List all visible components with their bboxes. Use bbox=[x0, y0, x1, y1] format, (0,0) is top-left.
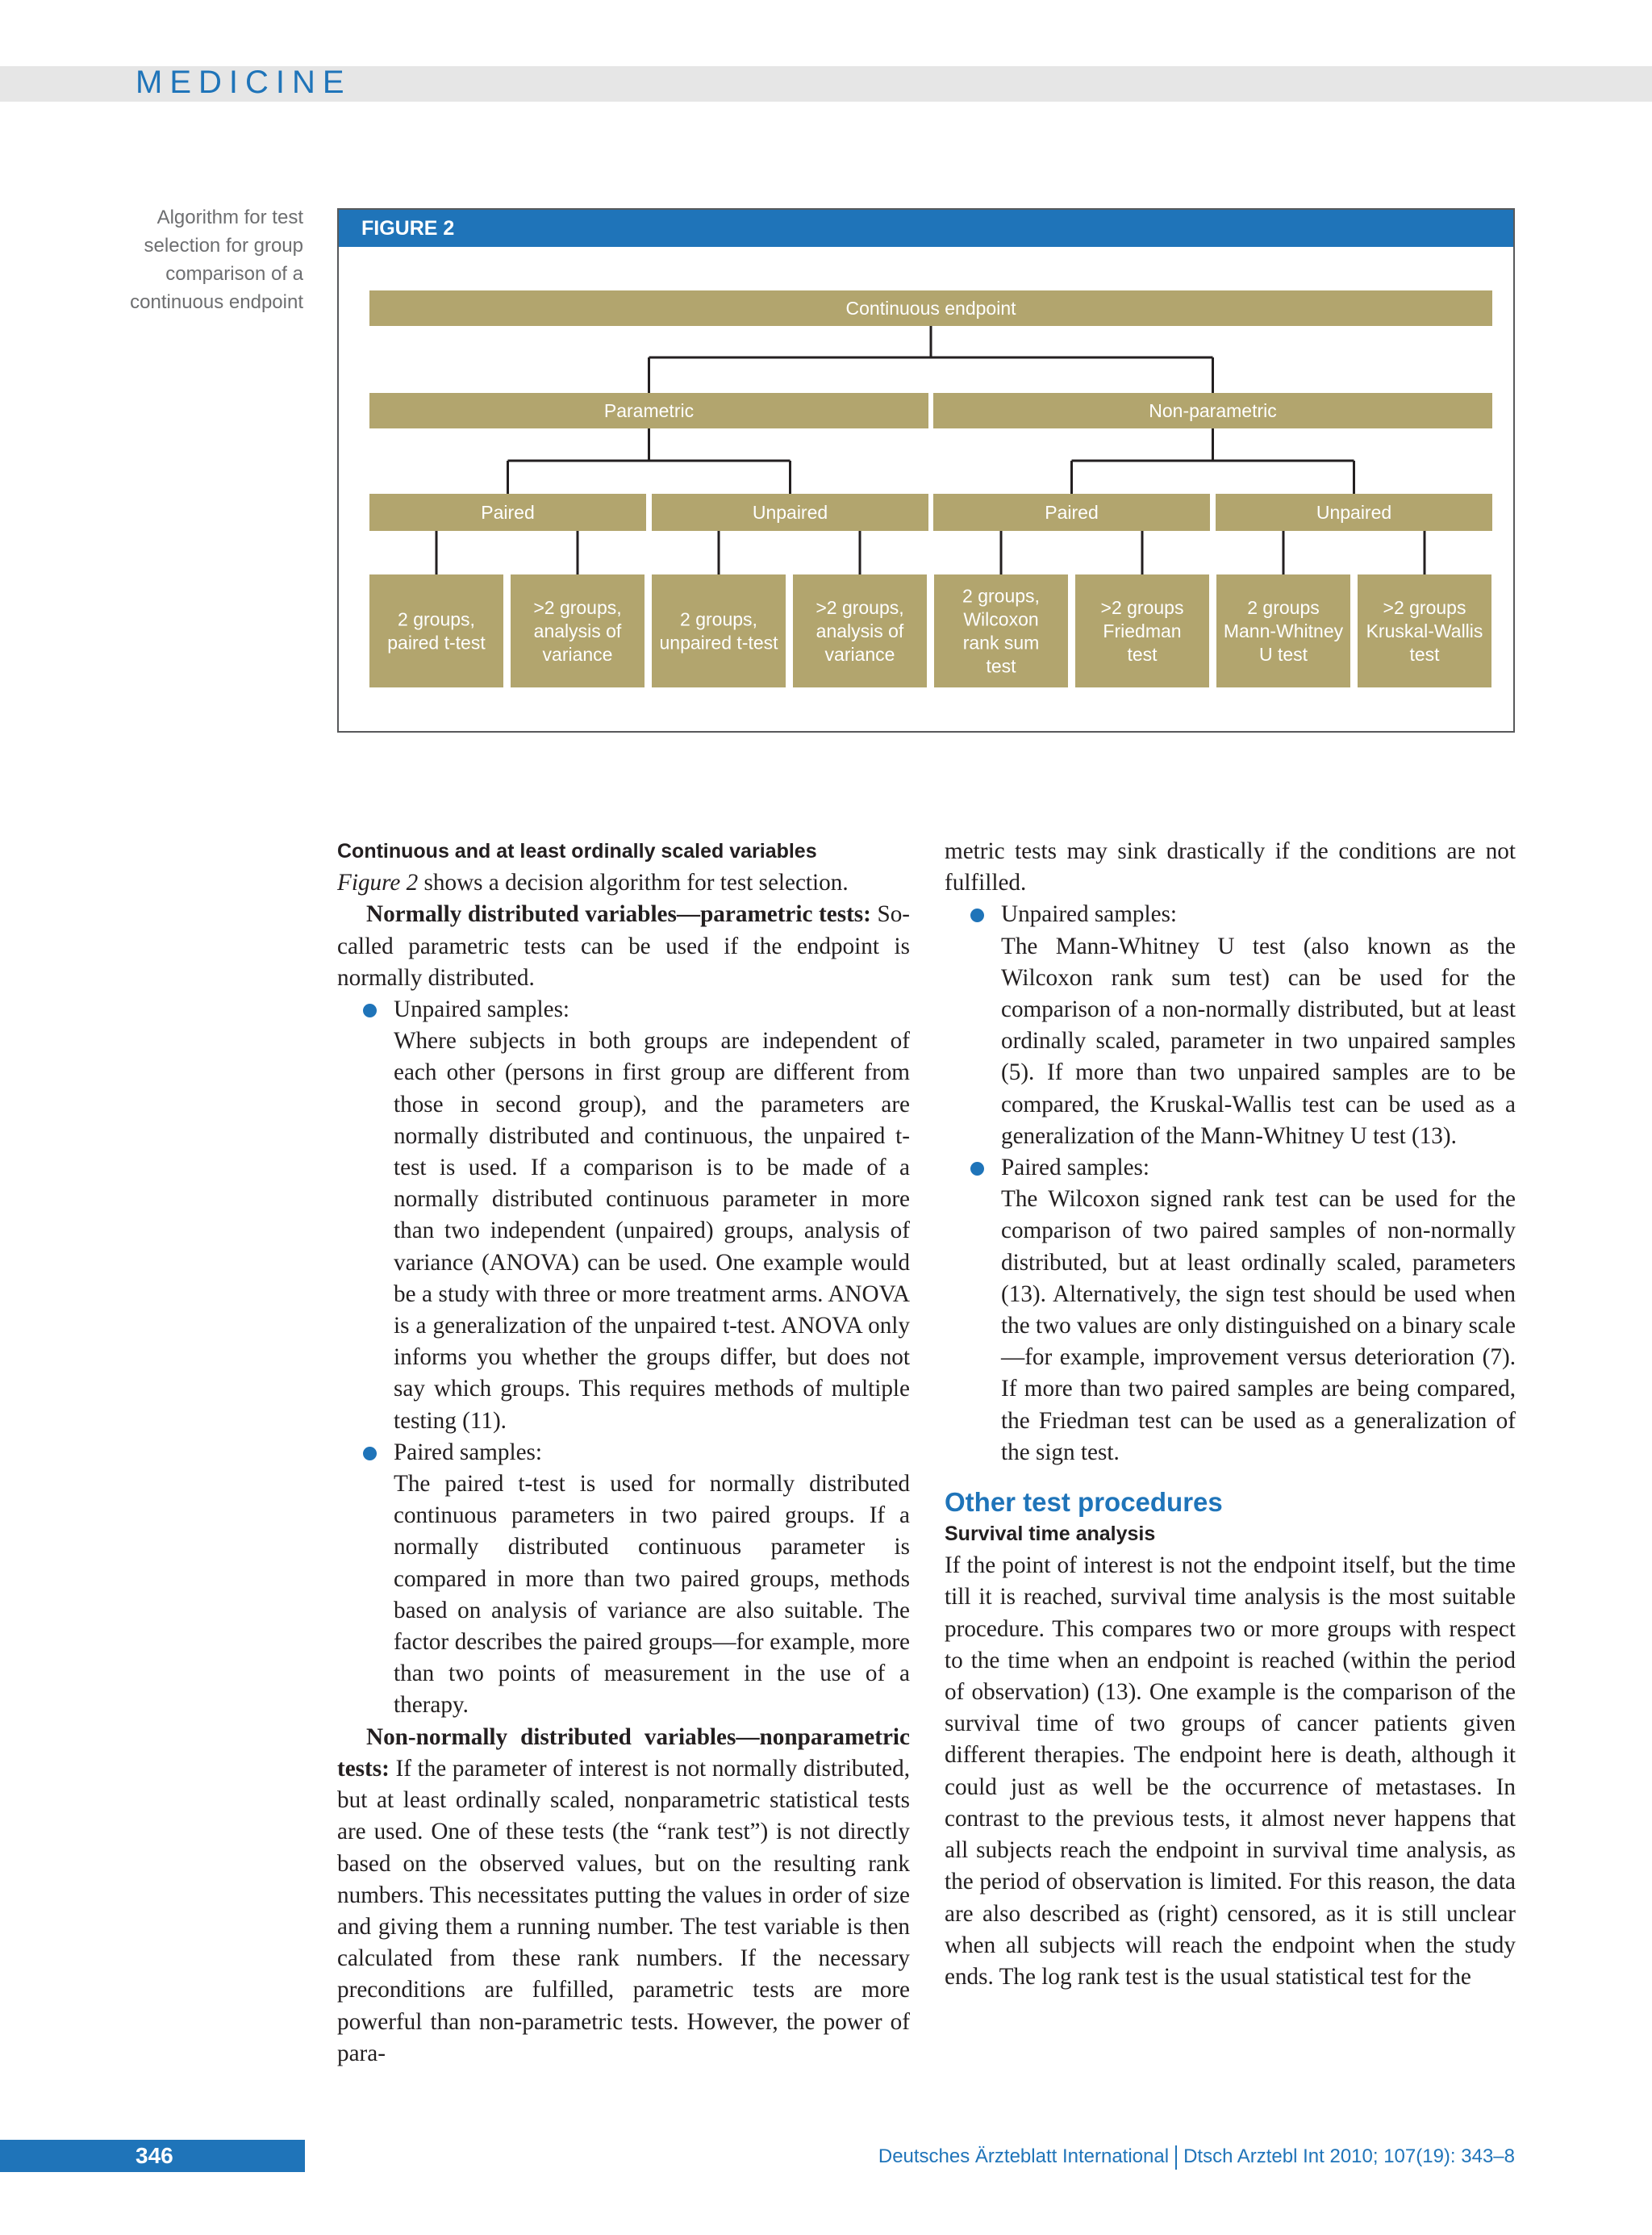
level3-node-label: rank sum bbox=[962, 632, 1040, 654]
level3-node-label: >2 groups bbox=[1383, 597, 1466, 618]
citation: Dtsch Arztebl Int 2010; 107(19): 343–8 bbox=[1183, 2145, 1515, 2167]
section-title: MEDICINE bbox=[136, 65, 352, 100]
level2-node-label: Unpaired bbox=[752, 502, 828, 523]
level3-node-label: variance bbox=[542, 644, 613, 665]
level3-node-label: 2 groups, bbox=[398, 608, 475, 630]
paragraph-parametric: Normally distributed variables—parametric tests: So-called parametric tests can be used if the endpoint is normally distributed. bbox=[337, 901, 911, 991]
figure-2 bbox=[337, 208, 1515, 733]
level3-node-box bbox=[652, 574, 786, 687]
paragraph-intro: Figure 2 shows a decision algorithm for test selection. bbox=[337, 870, 849, 896]
paragraph-survival: If the point of interest is not the endpoint itself, but the time till it is reached, survival time analysis is the most suitable procedure. This compares two or more groups with respect to the time when an endpoint is reached (within the period of observation) (13). One example is the comparison of the survival time of two groups of cancer patients given different therapies. The endpoint here is death, although it could just as well be the occurrence of metastases. In contrast to the previous tests, it almost never happens that all subjects reach the endpoint in survival time analysis, as the period of observation is limited. For this reason, the data are also described as (right) censored, as it is still unclear when all subjects will reach the endpoint when the study ends. The log rank test is the usual statistical test for the bbox=[945, 1552, 1516, 1990]
level3-node-label: analysis of bbox=[816, 620, 904, 641]
level3-node-label: Friedman bbox=[1103, 620, 1182, 641]
paragraph-continued: metric tests may sink drastically if the conditions are not fulfilled. bbox=[945, 838, 1516, 896]
level3-node-label: unpaired t-test bbox=[659, 632, 778, 654]
level3-node-label: test bbox=[1127, 644, 1158, 665]
level3-node-label: 2 groups bbox=[1247, 597, 1320, 618]
level3-node-label: >2 groups, bbox=[533, 597, 622, 618]
journal-name: Deutsches Ärzteblatt International bbox=[878, 2145, 1170, 2167]
bullet-paired-text: The Wilcoxon signed rank test can be used for the comparison of two paired samples of non-normally distributed, but at least ordinally scaled, parameters (13). Alternatively, the sign test should be used when the two values are only distinguished on a binary scale—for example, improvement versus deterioration (7). If more than two paired samples are being compared, the Friedman test can be used as a generalization of the sign test. bbox=[1001, 1186, 1516, 1465]
footer-divider bbox=[1175, 2145, 1177, 2170]
level3-node-label: >2 groups bbox=[1100, 597, 1184, 618]
level3-node-label: 2 groups, bbox=[680, 608, 757, 630]
bullet-paired-label: Paired samples: bbox=[945, 1152, 1516, 1184]
bullet-unpaired-label: Unpaired samples: bbox=[945, 899, 1516, 930]
level3-node-label: Wilcoxon bbox=[963, 608, 1039, 630]
level3-node-label: Mann-Whitney bbox=[1223, 620, 1344, 641]
test-selection-flowchart bbox=[339, 210, 1513, 731]
bullet-unpaired-text: Where subjects in both groups are independent of each other (persons in first group are different from those in second group), and the parameters are normally distributed and continuous, the unpaired t-test is used. If a comparison is to be made of a normally distributed continuous parameter in more than two independent (unpaired) groups, analysis of variance (ANOVA) can be used. One example would be a study with three or more treatment arms. ANOVA is a generalization of the unpaired t-test. ANOVA only informs you whether the groups differ, but does not say which groups. This requires methods of multiple testing (11). bbox=[394, 1028, 910, 1434]
level1-node-label: Parametric bbox=[603, 400, 695, 421]
level3-node-label: 2 groups, bbox=[962, 585, 1040, 607]
bullet-unpaired-label: Unpaired samples: bbox=[337, 994, 910, 1026]
subhead-survival: Survival time analysis bbox=[945, 1523, 1156, 1546]
page-number: 346 bbox=[0, 2140, 305, 2172]
level3-node-label: Kruskal-Wallis bbox=[1366, 620, 1483, 641]
bullet-paired-text: The paired t-test is used for normally distributed continuous parameters in two paired groups. If a normally distributed continuous parameter is compared in more than two paired groups, methods based on analysis of variance are also suitable. The factor describes the paired groups—for example, more than two points of measurement in the use of a therapy. bbox=[394, 1471, 910, 1719]
level1-node-label: Non-parametric bbox=[1149, 400, 1277, 421]
figure-caption: Algorithm for test selection for group comparison of a continuous endpoint bbox=[130, 207, 303, 313]
level3-node-label: U test bbox=[1258, 644, 1308, 665]
figure-label: FIGURE 2 bbox=[339, 210, 1513, 247]
bullet-paired-label: Paired samples: bbox=[337, 1437, 910, 1468]
level3-node-label: test bbox=[1409, 644, 1440, 665]
level2-node-label: Paired bbox=[1045, 502, 1099, 523]
level3-node-label: variance bbox=[824, 644, 895, 665]
section-heading: Other test procedures bbox=[945, 1487, 1223, 1518]
level2-node-label: Unpaired bbox=[1316, 502, 1392, 523]
figure-reference: Figure 2 bbox=[337, 870, 419, 896]
level3-node-label: >2 groups, bbox=[816, 597, 904, 618]
left-column bbox=[337, 836, 910, 2070]
bullet-unpaired-text: The Mann-Whitney U test (also known as the Wilcoxon rank sum test) can be used for the comparison of a non-normally distributed, but at least ordinally scaled, parameter in two unpaired samples (5). If more than two unpaired samples are to be compared, the Kruskal-Wallis test can be used as a generalization of the Mann-Whitney U test (13). bbox=[1001, 933, 1516, 1149]
subhead-continuous: Continuous and at least ordinally scaled variables bbox=[337, 840, 817, 863]
journal-citation bbox=[878, 2143, 1515, 2170]
level3-node-label: analysis of bbox=[533, 620, 622, 641]
level3-node-label: test bbox=[986, 655, 1016, 677]
level3-node-box bbox=[369, 574, 503, 687]
right-column bbox=[945, 836, 1516, 1993]
paragraph-nonparametric: Non-normally distributed variables—nonparametric tests: If the parameter of interest is not normally distributed, but at least ordinally scaled, nonparametric statistical tests are used. One of these tests (the “rank test”) is not directly based on the observed values, but on the resulting rank numbers. This necessitates putting the values in order of size and giving them a running number. The test variable is then calculated from these rank numbers. If the necessary preconditions are fulfilled, parametric tests are more powerful than non-parametric tests. However, the power of para- bbox=[337, 1723, 910, 2066]
level3-node-label: paired t-test bbox=[387, 632, 486, 654]
level2-node-label: Paired bbox=[481, 502, 535, 523]
root-node-label: Continuous endpoint bbox=[845, 298, 1016, 319]
